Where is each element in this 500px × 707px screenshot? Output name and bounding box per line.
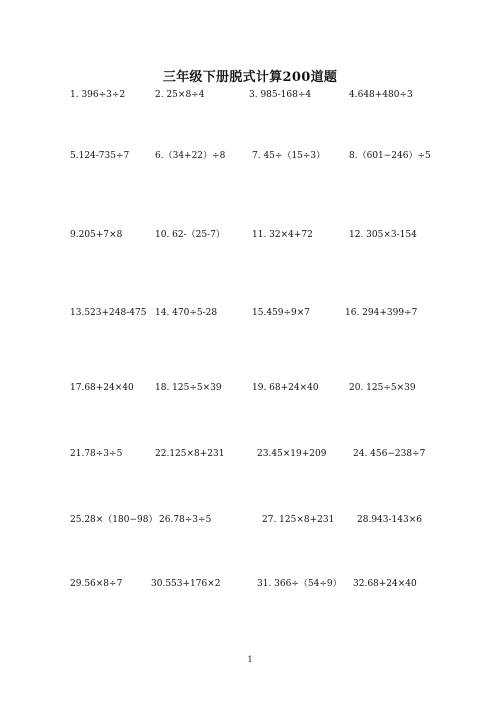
problem-11: 11. 32×4+72 xyxy=(252,230,313,240)
problem-21: 21.78÷3÷5 xyxy=(70,449,123,459)
worksheet-title: 三年级下册脱式计算200道题 xyxy=(162,70,338,85)
problem-25: 25.28×（180−98） xyxy=(70,515,158,525)
problem-30: 30.553+176×2 xyxy=(151,579,221,589)
problem-8: 8.（601−246）÷5 xyxy=(349,151,431,161)
problem-28: 28.943-143×6 xyxy=(357,515,422,525)
problem-22: 22.125×8+231 xyxy=(155,449,225,459)
problem-26: 26.78÷3÷5 xyxy=(159,515,212,525)
problem-23: 23.45×19+209 xyxy=(257,449,327,459)
problem-6: 6.（34+22）÷8 xyxy=(155,151,226,161)
page-number: 1 xyxy=(247,655,253,664)
problem-17: 17.68+24×40 xyxy=(70,383,134,393)
problem-1: 1. 396÷3÷2 xyxy=(70,90,126,100)
problem-27: 27. 125×8+231 xyxy=(262,515,335,525)
problem-4: 4.648+480÷3 xyxy=(349,90,413,100)
problem-5: 5.124-735÷7 xyxy=(70,151,130,161)
problem-15: 15.459÷9×7 xyxy=(252,308,311,318)
problem-14: 14. 470÷5-28 xyxy=(155,308,218,318)
problem-29: 29.56×8÷7 xyxy=(70,579,123,589)
problem-18: 18. 125÷5×39 xyxy=(155,383,222,393)
problem-9: 9.205+7×8 xyxy=(70,230,123,240)
problem-12: 12. 305×3-154 xyxy=(349,230,417,240)
problem-10: 10. 62-（25-7） xyxy=(155,230,225,240)
problem-24: 24. 456−238÷7 xyxy=(353,449,426,459)
problem-2: 2. 25×8÷4 xyxy=(155,90,205,100)
problem-32: 32.68+24×40 xyxy=(353,579,417,589)
problem-19: 19. 68+24×40 xyxy=(252,383,319,393)
problem-16: 16. 294+399÷7 xyxy=(345,308,418,318)
problem-3: 3. 985-168÷4 xyxy=(249,90,312,100)
problem-31: 31. 366÷（54÷9） xyxy=(257,579,342,589)
problem-13: 13.523+248-475 xyxy=(70,308,147,318)
problem-7: 7. 45÷（15÷3） xyxy=(252,151,326,161)
problem-20: 20. 125÷5×39 xyxy=(349,383,416,393)
